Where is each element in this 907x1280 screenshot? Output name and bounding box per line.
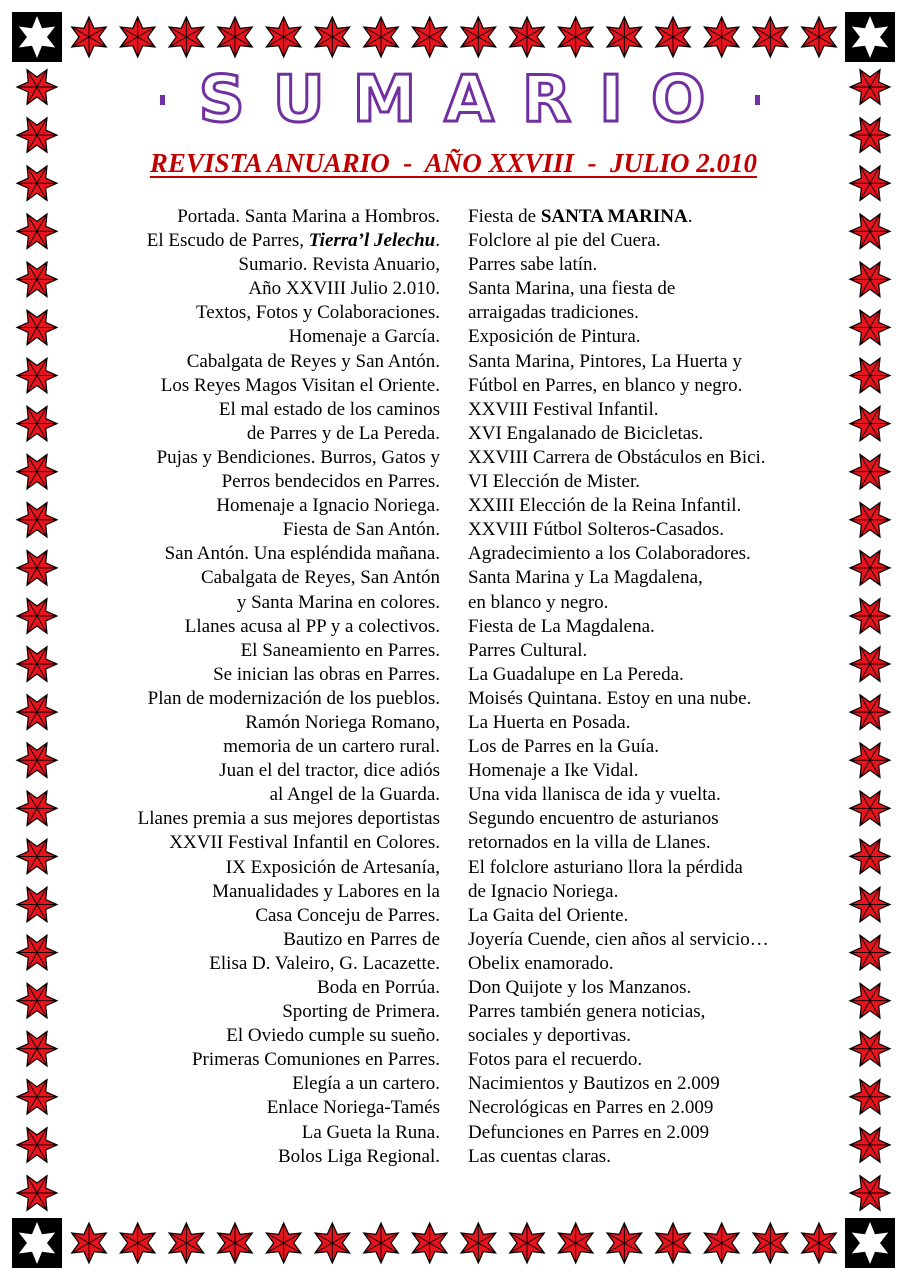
red-star-icon: [704, 17, 739, 57]
red-star-icon: [17, 695, 57, 730]
toc-entry: [138, 277, 440, 301]
toc-entry: [138, 301, 440, 325]
toc-entry: [138, 952, 440, 976]
red-star-icon: [17, 310, 57, 345]
toc-entry-text: memoria de un cartero rural.: [223, 736, 440, 758]
red-star-icon: [704, 1223, 739, 1263]
red-star-icon: [315, 17, 350, 57]
toc-entry-text: Ramón Noriega Romano,: [245, 711, 440, 733]
toc-entry: [138, 253, 440, 277]
toc-entry: [468, 831, 769, 855]
corner-star-block-icon: [845, 12, 895, 62]
toc-entry: [138, 880, 440, 904]
toc-entry-text: XXVIII Fútbol Solteros-Casados.: [468, 519, 724, 541]
toc-entry-text: Homenaje a García.: [288, 326, 440, 348]
toc-entry: [468, 1096, 769, 1120]
red-star-icon: [72, 1223, 107, 1263]
toc-entry: [138, 711, 440, 735]
red-star-icon: [17, 935, 57, 970]
toc-entry-text: Fiesta de La Magdalena.: [468, 615, 655, 637]
toc-entry: [468, 350, 769, 374]
toc-entry-text: La Gueta la Runa.: [301, 1121, 440, 1143]
toc-entry-text: Casa Conceju de Parres.: [255, 904, 440, 926]
toc-left-column: [138, 205, 440, 1169]
red-star-icon: [17, 503, 57, 538]
page-title: SUMARIO: [198, 63, 734, 137]
toc-entry: [468, 735, 769, 759]
toc-entry-text: Enlace Noriega-Tamés: [266, 1097, 440, 1119]
red-star-icon: [607, 17, 642, 57]
toc-entry: [138, 976, 440, 1000]
toc-entry: [138, 518, 440, 542]
red-star-icon: [558, 1223, 593, 1263]
corner-star-block-icon: [12, 1218, 62, 1268]
toc-entry: [468, 904, 769, 928]
toc-entry: [468, 952, 769, 976]
toc-entry-text: Necrológicas en Parres en 2.009: [468, 1097, 714, 1119]
toc-entry-text: Manualidades y Labores en la: [212, 880, 440, 902]
red-star-icon: [850, 503, 890, 538]
red-star-icon: [753, 17, 788, 57]
red-star-icon: [17, 551, 57, 586]
toc-entry-emphasis: SANTA MARINA: [540, 206, 688, 227]
red-star-icon: [17, 70, 57, 105]
toc-entry-text: en blanco y negro.: [468, 591, 609, 613]
toc-entry-text: Una vida llanisca de ida y vuelta.: [468, 784, 721, 806]
red-star-icon: [17, 647, 57, 682]
red-star-icon: [656, 17, 691, 57]
red-star-icon: [850, 695, 890, 730]
toc-entry-text: Fiesta de San Antón.: [282, 519, 440, 541]
toc-entry-text: .: [435, 230, 440, 252]
toc-entry: [138, 229, 440, 253]
toc-entry-text: Llanes acusa al PP y a colectivos.: [184, 615, 440, 637]
toc-entry: [138, 663, 440, 687]
toc-entry: [138, 1096, 440, 1120]
toc-entry-text: Parres sabe latín.: [468, 254, 598, 276]
red-star-icon: [364, 1223, 399, 1263]
toc-entry: [468, 783, 769, 807]
red-star-icon: [558, 17, 593, 57]
red-star-icon: [364, 17, 399, 57]
toc-entry-text: y Santa Marina en colores.: [236, 591, 440, 613]
toc-entry-text: Fotos para el recuerdo.: [468, 1049, 643, 1071]
toc-entry: [468, 374, 769, 398]
toc-entry-text: Perros bendecidos en Parres.: [221, 471, 440, 493]
toc-entry-text: Llanes premia a sus mejores deportistas: [137, 808, 440, 830]
red-star-icon: [510, 1223, 545, 1263]
red-star-icon: [802, 1223, 837, 1263]
toc-entry-text: Elisa D. Valeiro, G. Lacazette.: [209, 952, 440, 974]
red-star-icon: [17, 358, 57, 393]
red-star-icon: [850, 1128, 890, 1163]
toc-entry: [468, 205, 769, 229]
toc-entry-text: Agradecimiento a los Colaboradores.: [468, 543, 751, 565]
toc-entry: [468, 759, 769, 783]
red-star-icon: [17, 839, 57, 874]
red-star-icon: [850, 743, 890, 778]
toc-entry: [468, 687, 769, 711]
toc-entry-text: Año XXVIII Julio 2.010.: [248, 278, 440, 300]
red-star-icon: [461, 17, 496, 57]
toc-entry: [138, 735, 440, 759]
red-star-icon: [169, 17, 204, 57]
toc-entry: [138, 350, 440, 374]
red-star-icon: [412, 17, 447, 57]
toc-entry-text: La Huerta en Posada.: [468, 711, 631, 733]
toc-entry: [468, 1121, 769, 1145]
toc-entry: [138, 374, 440, 398]
red-star-icon: [850, 262, 890, 297]
toc-entry: [138, 542, 440, 566]
corner-star-block-icon: [12, 12, 62, 62]
red-star-icon: [120, 17, 155, 57]
toc-entry: [468, 591, 769, 615]
red-star-icon: [850, 599, 890, 634]
toc-entry: [468, 446, 769, 470]
red-star-icon: [17, 743, 57, 778]
title-left-dash: [160, 95, 165, 105]
toc-entry-text: XXVIII Carrera de Obstáculos en Bici.: [468, 446, 766, 468]
toc-entry-text: Santa Marina y La Magdalena,: [468, 567, 703, 589]
toc-entry: [138, 928, 440, 952]
red-star-icon: [266, 1223, 301, 1263]
toc-entry-text: La Gaita del Oriente.: [468, 904, 629, 926]
red-star-icon: [17, 887, 57, 922]
red-star-icon: [72, 17, 107, 57]
toc-entry-text: San Antón. Una espléndida mañana.: [164, 543, 440, 565]
toc-entry: [138, 205, 440, 229]
red-star-icon: [120, 1223, 155, 1263]
red-star-icon: [850, 214, 890, 249]
red-star-icon: [802, 17, 837, 57]
red-star-icon: [850, 70, 890, 105]
toc-entry: [138, 904, 440, 928]
toc-entry-text: Boda en Porrúa.: [317, 977, 440, 998]
toc-entry: [468, 976, 769, 1000]
toc-entry: [138, 831, 440, 855]
toc-entry-text: Don Quijote y los Manzanos.: [468, 977, 692, 998]
toc-entry: [138, 1000, 440, 1024]
red-star-icon: [850, 1176, 890, 1211]
toc-entry: [138, 1121, 440, 1145]
toc-entry-text: Cabalgata de Reyes y San Antón.: [186, 350, 440, 372]
red-star-icon: [266, 17, 301, 57]
toc-entry-text: XXVII Festival Infantil en Colores.: [169, 832, 440, 854]
toc-entry: [138, 783, 440, 807]
red-star-icon: [850, 1031, 890, 1066]
toc-entry-text: XVI Engalanado de Bicicletas.: [468, 422, 704, 444]
red-star-icon: [17, 262, 57, 297]
toc-entry-text: retornados en la villa de Llanes.: [468, 832, 711, 854]
red-star-icon: [461, 1223, 496, 1263]
toc-entry: [468, 928, 769, 952]
toc-entry: [468, 663, 769, 687]
toc-entry-text: de Ignacio Noriega.: [468, 880, 619, 902]
toc-entry-text: Sporting de Primera.: [282, 1001, 440, 1023]
toc-entry: [468, 711, 769, 735]
toc-entry: [138, 1024, 440, 1048]
red-star-icon: [850, 310, 890, 345]
toc-entry: [468, 325, 769, 349]
toc-entry: [468, 1024, 769, 1048]
toc-entry: [468, 518, 769, 542]
red-star-icon: [753, 1223, 788, 1263]
toc-entry: [468, 253, 769, 277]
red-star-icon: [169, 1223, 204, 1263]
toc-entry-text: XXIII Elección de la Reina Infantil.: [468, 495, 742, 517]
toc-entry-text: El Saneamiento en Parres.: [240, 639, 440, 661]
toc-entry-text: Obelix enamorado.: [468, 952, 614, 974]
toc-entry: [468, 880, 769, 904]
toc-entry-text: El Oviedo cumple su sueño.: [226, 1025, 440, 1047]
red-star-icon: [17, 1128, 57, 1163]
toc-entry-text: Homenaje a Ike Vidal.: [468, 760, 639, 782]
toc-entry-text: Textos, Fotos y Colaboraciones.: [195, 302, 440, 324]
toc-entry: [138, 566, 440, 590]
red-star-icon: [17, 599, 57, 634]
toc-entry-text: Segundo encuentro de asturianos: [468, 808, 719, 830]
toc-entry: [138, 325, 440, 349]
toc-entry-text: La Guadalupe en La Pereda.: [468, 663, 684, 685]
red-star-icon: [17, 214, 57, 249]
toc-entry-text: Bolos Liga Regional.: [277, 1145, 440, 1167]
page-subtitle: REVISTA ANUARIO - AÑO XXVIII - JULIO 2.010: [149, 148, 758, 178]
toc-entry: [468, 1072, 769, 1096]
toc-entry: [468, 566, 769, 590]
toc-entry-text: Portada. Santa Marina a Hombros.: [177, 206, 440, 227]
corner-star-block-icon: [845, 1218, 895, 1268]
toc-entry-text: al Angel de la Guarda.: [269, 784, 440, 806]
toc-entry: [138, 807, 440, 831]
toc-entry-text: Defunciones en Parres en 2.009: [468, 1121, 710, 1143]
red-star-icon: [218, 1223, 253, 1263]
toc-entry-text: sociales y deportivas.: [468, 1025, 632, 1047]
toc-entry: [468, 277, 769, 301]
toc-entry: [138, 759, 440, 783]
toc-right-column: [468, 205, 769, 1169]
toc-entry-text: Parres también genera noticias,: [468, 1001, 706, 1023]
toc-entry: [468, 494, 769, 518]
red-star-icon: [850, 983, 890, 1018]
red-star-icon: [315, 1223, 350, 1263]
toc-entry-text: Primeras Comuniones en Parres.: [191, 1049, 440, 1071]
toc-entry: [138, 639, 440, 663]
toc-entry-text: XXVIII Festival Infantil.: [468, 398, 659, 420]
toc-entry-text: Exposición de Pintura.: [468, 326, 641, 348]
toc-entry: [138, 856, 440, 880]
toc-entry-text: Moisés Quintana. Estoy en una nube.: [468, 687, 752, 709]
red-star-icon: [17, 406, 57, 441]
red-star-icon: [850, 551, 890, 586]
toc-entry: [468, 807, 769, 831]
red-star-icon: [850, 406, 890, 441]
toc-entry-text: Los de Parres en la Guía.: [468, 736, 659, 758]
red-star-icon: [607, 1223, 642, 1263]
toc-entry-text: Homenaje a Ignacio Noriega.: [216, 495, 440, 517]
toc-entry-text: Cabalgata de Reyes, San Antón: [200, 567, 440, 589]
toc-entry: [468, 856, 769, 880]
red-star-icon: [17, 454, 57, 489]
toc-entry-text: de Parres y de La Pereda.: [246, 422, 440, 444]
toc-entry: [138, 422, 440, 446]
toc-entry-text: arraigadas tradiciones.: [468, 302, 639, 324]
red-star-icon: [17, 791, 57, 826]
red-star-icon: [850, 647, 890, 682]
red-star-icon: [850, 839, 890, 874]
red-star-icon: [656, 1223, 691, 1263]
red-star-icon: [850, 454, 890, 489]
title-row: [160, 60, 760, 140]
red-star-icon: [17, 983, 57, 1018]
toc-entry-text: IX Exposición de Artesanía,: [225, 856, 440, 878]
toc-entry: [138, 591, 440, 615]
toc-entry: [138, 446, 440, 470]
toc-entry: [468, 639, 769, 663]
toc-entry: [138, 615, 440, 639]
title-right-dash: [755, 95, 760, 105]
toc-entry: [468, 615, 769, 639]
toc-entry-text: Fútbol en Parres, en blanco y negro.: [468, 374, 743, 396]
toc-entry-text: El Escudo de Parres,: [146, 230, 309, 252]
red-star-icon: [510, 17, 545, 57]
toc-entry: [138, 1072, 440, 1096]
toc-entry: [468, 398, 769, 422]
red-star-icon: [17, 1031, 57, 1066]
toc-entry-text: Juan el del tractor, dice adiós: [219, 760, 440, 782]
red-star-icon: [850, 1080, 890, 1115]
red-star-icon: [850, 358, 890, 393]
toc-entry: [138, 470, 440, 494]
toc-entry-text: Santa Marina, una fiesta de: [468, 278, 676, 300]
toc-entry-text: Pujas y Bendiciones. Burros, Gatos y: [156, 446, 440, 468]
red-star-icon: [17, 1080, 57, 1115]
red-star-icon: [412, 1223, 447, 1263]
toc-entry: [138, 398, 440, 422]
toc-entry: [468, 542, 769, 566]
toc-entry-text: VI Elección de Mister.: [468, 471, 641, 493]
toc-entry: [468, 1000, 769, 1024]
toc-entry-text: Bautizo en Parres de: [283, 928, 440, 950]
toc-entry-text: Nacimientos y Bautizos en 2.009: [468, 1073, 720, 1095]
toc-entry-text: Se inician las obras en Parres.: [213, 663, 440, 685]
red-star-icon: [218, 17, 253, 57]
toc-entry: [468, 1048, 769, 1072]
toc-entry: [468, 229, 769, 253]
toc-entry: [138, 687, 440, 711]
red-star-icon: [17, 1176, 57, 1211]
toc-entry-text: Folclore al pie del Cuera.: [468, 230, 661, 252]
toc-entry-text: Joyería Cuende, cien años al servicio…: [468, 928, 769, 950]
toc-entry: [138, 1048, 440, 1072]
toc-entry-text: Plan de modernización de los pueblos.: [147, 687, 440, 709]
toc-entry-text: .: [687, 206, 693, 227]
toc-entry-text: Elegía a un cartero.: [292, 1073, 440, 1095]
toc-entry: [468, 1145, 769, 1169]
toc-entry: [138, 494, 440, 518]
toc-entry-text: El folclore asturiano llora la pérdida: [468, 856, 743, 878]
toc-entry-text: Sumario. Revista Anuario,: [238, 254, 440, 276]
toc-entry-text: Las cuentas claras.: [468, 1145, 611, 1167]
toc-entry-emphasis: Tierra’l Jelechu: [308, 230, 436, 252]
red-star-icon: [850, 887, 890, 922]
toc-entry-text: El mal estado de los caminos: [218, 398, 440, 420]
toc-entry: [468, 422, 769, 446]
red-star-icon: [850, 935, 890, 970]
red-star-icon: [850, 791, 890, 826]
toc-entry: [468, 470, 769, 494]
toc-entry-text: Fiesta de: [468, 206, 541, 227]
toc-entry-text: Parres Cultural.: [468, 639, 588, 661]
toc-entry-text: Los Reyes Magos Visitan el Oriente.: [160, 374, 440, 396]
toc-entry: [138, 1145, 440, 1169]
toc-entry-text: Santa Marina, Pintores, La Huerta y: [468, 350, 742, 372]
toc-entry: [468, 301, 769, 325]
